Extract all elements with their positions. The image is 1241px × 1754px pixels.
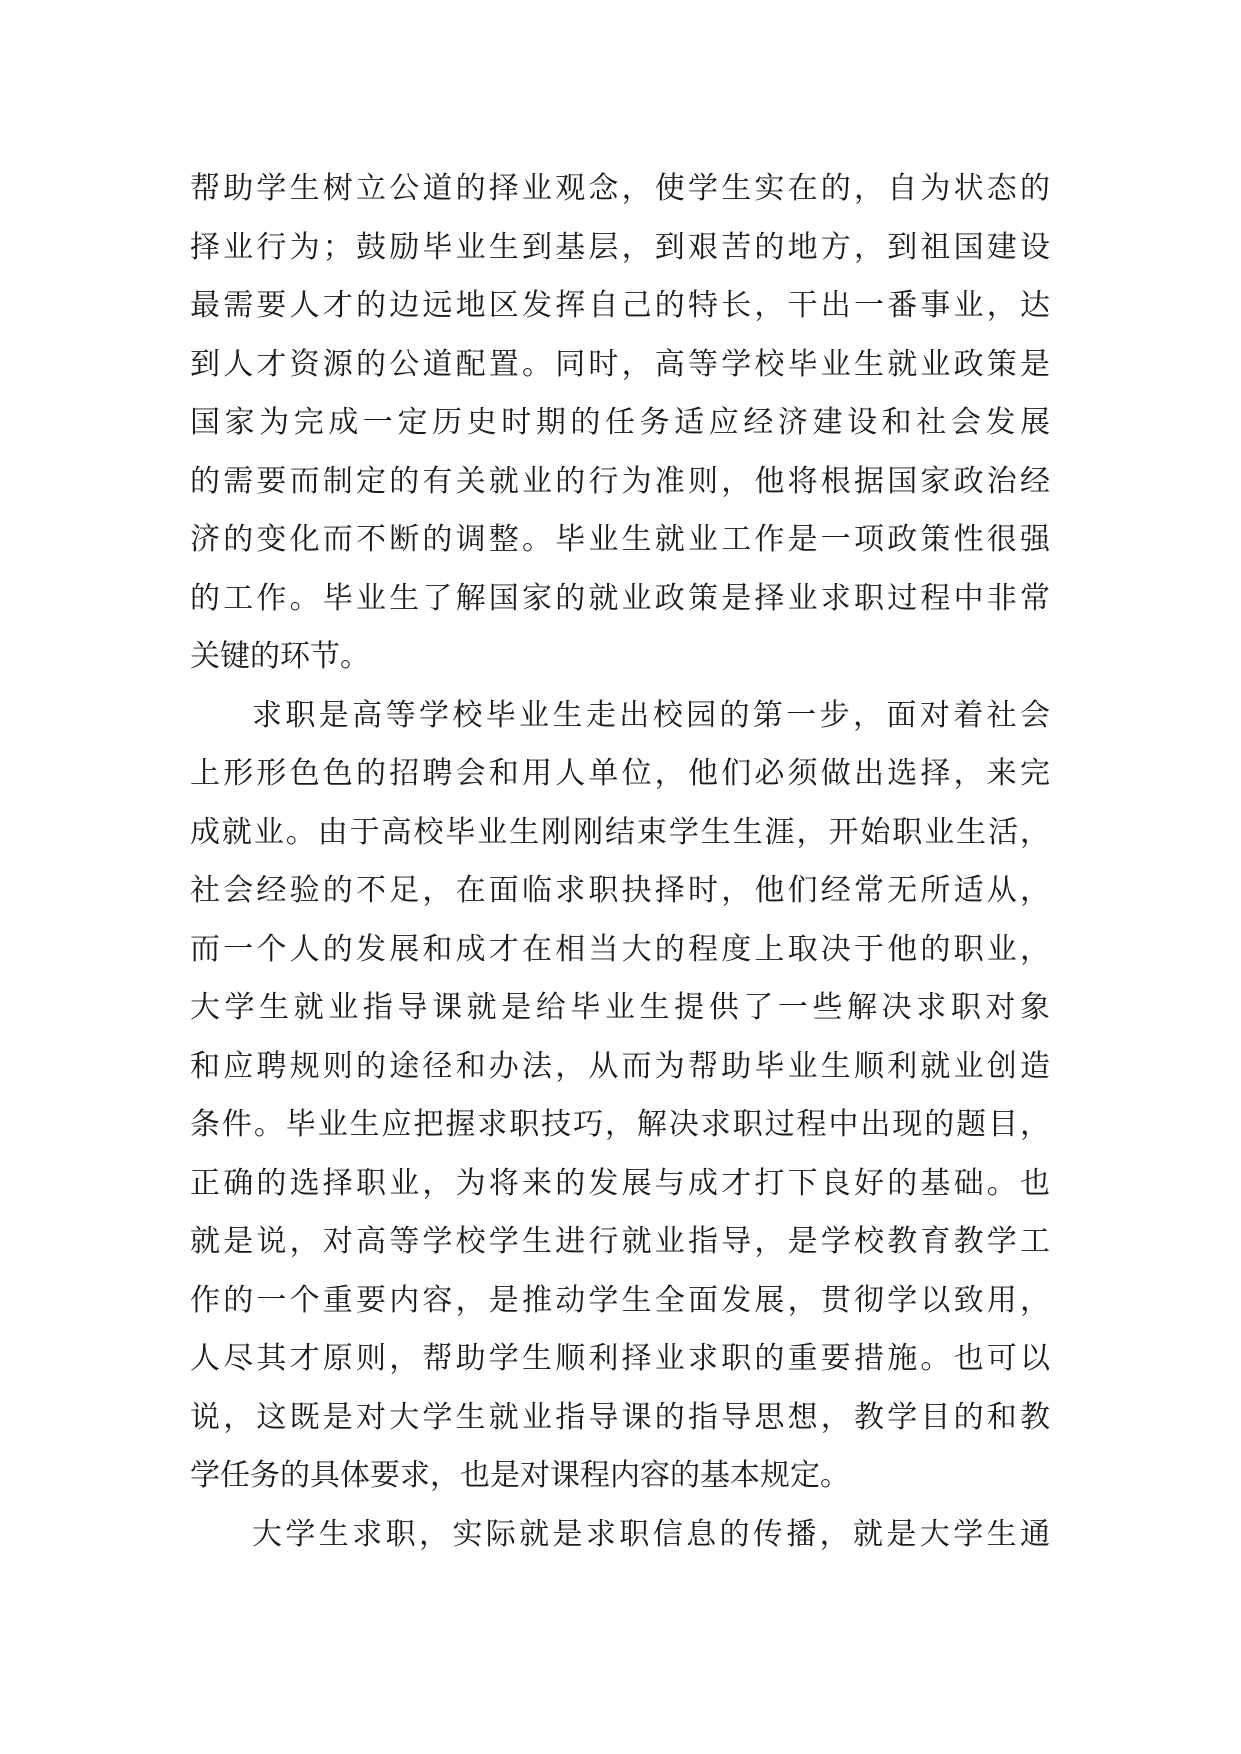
text-line: 就是说，对高等学校学生进行就业指导，是学校教育教学工 xyxy=(190,1224,1050,1259)
text-line: 大学生就业指导课就是给毕业生提供了一些解决求职对象 xyxy=(190,990,1050,1025)
text-line: 帮助学生树立公道的择业观念，使学生实在的，自为状态的 xyxy=(190,171,1050,206)
text-line: 正确的选择职业，为将来的发展与成才打下良好的基础。也 xyxy=(190,1165,1050,1201)
paragraph-first-line: 求职是高等学校毕业生走出校园的第一步，面对着社会 xyxy=(252,697,1050,733)
text-line: 关键的环节。 xyxy=(190,639,370,674)
text-line: 济的变化而不断的调整。毕业生就业工作是一项政策性很强 xyxy=(190,522,1050,557)
text-line: 国家为完成一定历史时期的任务适应经济建设和社会发展 xyxy=(190,405,1050,440)
paragraph-first-line: 大学生求职，实际就是求职信息的传播，就是大学生通 xyxy=(252,1516,1050,1552)
text-line: 说，这既是对大学生就业指导课的指导思想，教学目的和教 xyxy=(190,1399,1050,1435)
text-line: 到人才资源的公道配置。同时，高等学校毕业生就业政策是 xyxy=(190,346,1050,382)
text-line: 上形形色色的招聘会和用人单位，他们必须做出选择，来完 xyxy=(190,756,1050,791)
text-line: 和应聘规则的途径和办法，从而为帮助毕业生顺利就业创造 xyxy=(190,1048,1050,1084)
text-line: 而一个人的发展和成才在相当大的程度上取决于他的职业， xyxy=(190,931,1050,967)
text-line: 社会经验的不足，在面临求职抉择时，他们经常无所适从， xyxy=(190,873,1050,908)
body-text xyxy=(190,160,1050,1564)
text-line: 的工作。毕业生了解国家的就业政策是择业求职过程中非常 xyxy=(190,580,1050,616)
text-line: 成就业。由于高校毕业生刚刚结束学生生涯，开始职业生活， xyxy=(190,814,1050,850)
text-line: 作的一个重要内容，是推动学生全面发展，贯彻学以致用， xyxy=(190,1282,1050,1318)
text-line: 择业行为；鼓励毕业生到基层，到艰苦的地方，到祖国建设 xyxy=(190,229,1050,265)
text-line: 的需要而制定的有关就业的行为准则，他将根据国家政治经 xyxy=(190,463,1050,499)
text-line: 最需要人才的边远地区发挥自己的特长，干出一番事业，达 xyxy=(190,288,1050,323)
text-line: 人尽其才原则，帮助学生顺利择业求职的重要措施。也可以 xyxy=(190,1341,1050,1376)
text-line: 条件。毕业生应把握求职技巧，解决求职过程中出现的题目， xyxy=(190,1107,1050,1142)
text-line: 学任务的具体要求，也是对课程内容的基本规定。 xyxy=(190,1458,850,1493)
